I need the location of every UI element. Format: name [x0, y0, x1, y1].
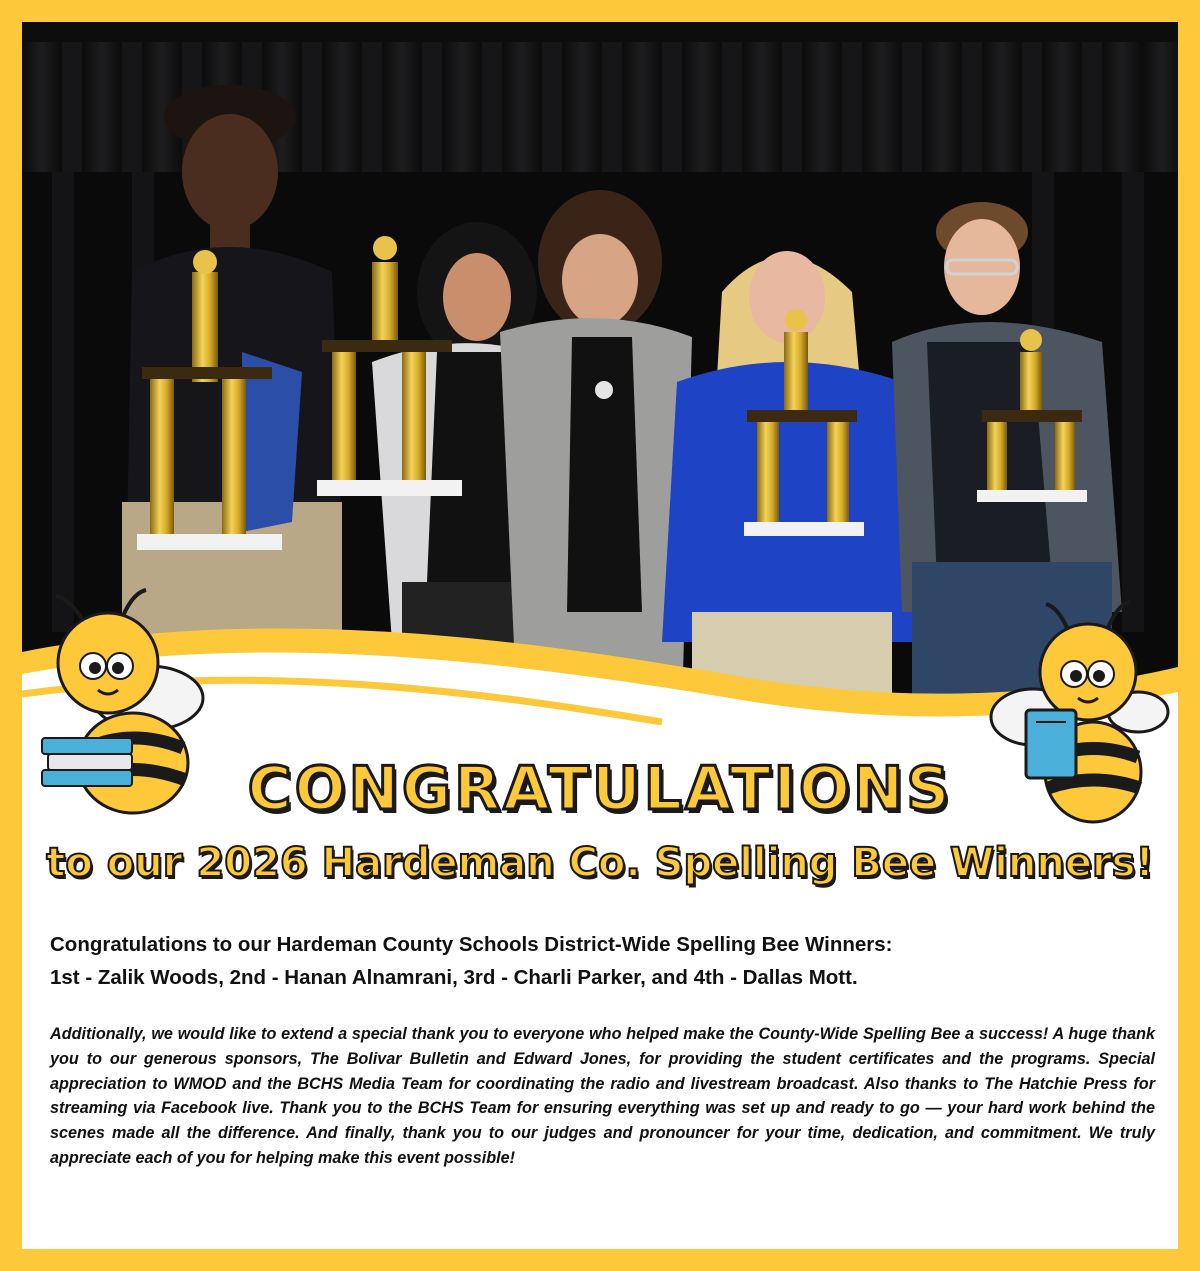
poster-subtitle: to our 2026 Hardeman Co. Spelling Bee Winners!	[46, 840, 1154, 886]
congratulations-title: CONGRATULATIONS	[247, 754, 953, 824]
winners-announcement	[50, 928, 1160, 994]
winners-intro-line: Congratulations to our Hardeman County Schools District-Wide Spelling Bee Winners:	[50, 933, 893, 956]
winners-list-line: 1st - Zalik Woods, 2nd - Hanan Alnamrani, 3rd - Charli Parker, and 4th - Dallas Mott.	[50, 966, 858, 989]
poster-frame	[22, 22, 1178, 1249]
thank-you-paragraph: Additionally, we would like to extend a special thank you to everyone who helped make the County-Wide Spelling Bee a success! A huge thank you to our generous sponsors, The Bolivar Bulletin and Edward Jones, for providing the student certificates and the programs. Special appreciation to WMOD and the BCHS Media Team for coordinating the radio and livestream broadcast. Also thanks to The Hatchie Press for streaming via Facebook live. Thank you to the BCHS Team for ensuring everything was set up and ready to go — your hard work behind the scenes made all the difference. And finally, thank you to our judges and pronouncer for your time, dedication, and commitment. We truly appreciate each of you for helping make this event possible!	[50, 1025, 1155, 1167]
